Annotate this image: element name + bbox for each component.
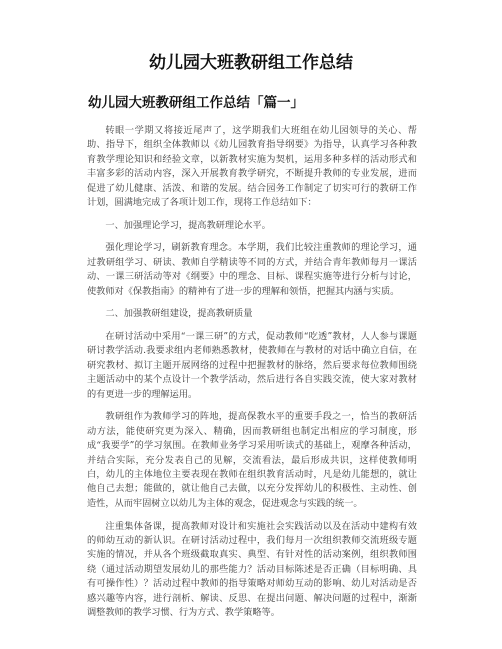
intro-paragraph: 转眼一学期又将接近尾声了，这学期我们大班组在幼儿园领导的关心、帮助、指导下，组织全体教师以《幼儿园教育指导纲要》为指导，认真学习各种教育教学理论知识和经验文章，以新教材实施为契机，运用多种多样的活动形式和丰富多彩的活动内容，深入开展教育教学研究，不断提升教师的专业发展，进而促进了幼儿健康、活泼、和谐的发展。结合园务工作制定了切实可行的教研工作计划，圆满地完成了各项计划工作，现将工作总结如下： — [87, 125, 417, 209]
document-title: 幼儿园大班教研组工作总结 — [149, 53, 353, 73]
team-paragraph-1: 在研讨活动中采用“一课三研”的方式，促动教师“吃透”教材，人人参与课题研讨教学活动.我要求组内老师熟悉教材，使教师在与教材的对话中确立自信，在研究教材、拟订主题开展网络的过程中把握教材的脉络，然后要求每位教师围绕主题活动中的某个点设计一个教学活动，然后进行各自实践交流，使大家对教材的有更进一步的理解运用。 — [87, 331, 417, 400]
subheading-team: 二、加强教研组建设，提高教研质量 — [105, 308, 253, 320]
theory-paragraph: 强化理论学习，刷新教育理念。本学期，我们比较注重教师的理论学习，通过教研组学习、研读、教师自学精读等不同的方式，并结合青年教师每月一课活动、一课三研活动等对《纲要》中的理念、目标、课程实施等进行分析与讨论，使教师对《保教指南》的精神有了进一步的理解和领悟，把握其内涵与实质。 — [87, 242, 417, 297]
section-heading: 幼儿园大班教研组工作总结「篇一」 — [88, 95, 304, 111]
team-paragraph-3: 注重集体备课，提高教师对设计和实施社会实践活动以及在活动中建构有效的师幼互动的新认识。在研讨活动过程中，我们每月一次组织教师交流班级专题实施的情况，并从各个班级截取真实、典型、有针对性的活动案例，组织教师围绕（通过活动期望发展幼儿的那些能力？活动目标陈述是否正确（目标明确、具有可操作性）？活动过程中教师的指导策略对师幼互动的影响、幼儿对活动是否感兴趣等内容，进行剖析、解读、反思、在提出问题、解决问题的过程中，渐渐调整教师的教学习惯、行为方式、教学策略等。 — [87, 520, 417, 618]
document-body — [87, 124, 417, 629]
team-paragraph-2: 教研组作为教师学习的阵地，提高保教水平的重要手段之一，恰当的教研活动方法，能使研究更为深入、精确，因而教研组也制定出相应的学习制度，形成“我要学”的学习氛围。在教师业务学习采用听读式的基础上，观摩各种活动，并结合实际，充分发表自己的见解，交流看法，最后形成共识，这样使教师明白，幼儿的主体地位主要表现在教师在组织教育活动时，凡是幼儿能想的，就让他自己去想；能做的，就让他自己去做，以充分发挥幼儿的积极性、主动性、创造性，从而牢固树立以幼儿为主体的观念，促进观念与实践的统一。 — [87, 411, 417, 509]
subheading-theory: 一、加强理论学习，提高教研理论水平。 — [105, 219, 271, 231]
